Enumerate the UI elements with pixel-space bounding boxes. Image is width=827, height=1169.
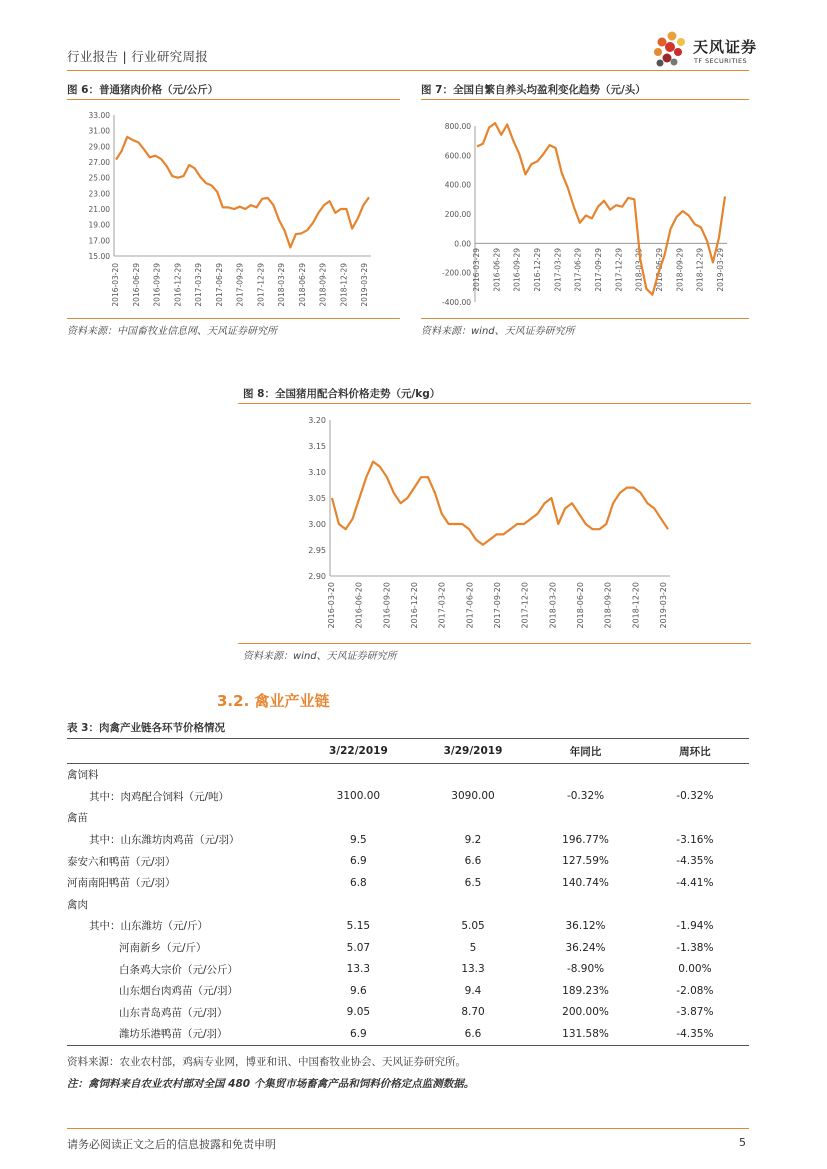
- table-row: [67, 937, 749, 959]
- table-row: [67, 915, 749, 937]
- y-tick-label: -200.00: [442, 268, 471, 278]
- row-cell: 8.70: [461, 1006, 485, 1019]
- x-tick-label: 2018-03-20: [548, 582, 558, 629]
- fig8-chart: [238, 406, 751, 642]
- row-cell: [416, 894, 531, 916]
- fig6-title-divider: [67, 99, 400, 100]
- table-row: [67, 1002, 749, 1024]
- footer-divider: [67, 1128, 749, 1129]
- row-cell: 131.58%: [530, 1023, 640, 1045]
- x-tick-label: 2019-03-20: [659, 582, 668, 629]
- row-label: 河南新乡（元/斤）: [119, 942, 207, 955]
- row-cell: 189.23%: [562, 984, 609, 997]
- row-cell: 6.9: [350, 855, 367, 868]
- table-header-wow: 周环比: [641, 739, 749, 764]
- y-tick-label: -400.00: [442, 298, 471, 307]
- x-tick-label: 2017-09-29: [594, 248, 603, 292]
- row-cell: -1.38%: [676, 941, 714, 954]
- row-cell: 5.07: [346, 941, 371, 954]
- row-cell: 140.74%: [562, 876, 609, 889]
- x-tick-label: 2019-03-29: [716, 248, 725, 292]
- row-cell: 13.3: [461, 963, 485, 976]
- y-tick-label: 2.95: [308, 546, 326, 555]
- row-cell: [641, 894, 749, 916]
- x-tick-label: 2017-12-29: [614, 248, 624, 292]
- row-label: 其中：山东潍坊（元/斤）: [89, 920, 209, 933]
- table-source: 资料来源：农业农村部，鸡病专业网，博亚和讯、中国畜牧业协会、天风证券研究所。: [67, 1056, 466, 1068]
- x-tick-label: 2016-12-20: [410, 582, 419, 629]
- table-row: [67, 872, 749, 894]
- x-tick-label: 2017-09-20: [493, 582, 502, 629]
- x-tick-label: 2017-06-29: [214, 263, 224, 307]
- row-label: 其中：山东潍坊肉鸡苗（元/羽）: [89, 834, 240, 847]
- row-cell: 36.24%: [565, 941, 606, 954]
- y-tick-label: 17.00: [88, 236, 110, 246]
- y-tick-label: 25.00: [88, 173, 110, 183]
- x-tick-label: 2018-12-20: [631, 582, 641, 629]
- y-tick-label: 3.10: [308, 468, 326, 477]
- y-tick-label: 15.00: [88, 252, 110, 261]
- x-tick-label: 2017-03-20: [437, 582, 447, 629]
- x-tick-label: 2018-12-29: [339, 263, 349, 307]
- row-label: 禽苗: [67, 812, 88, 825]
- price-table: [67, 738, 749, 1046]
- row-cell: [530, 764, 640, 786]
- x-tick-label: 2016-12-29: [533, 248, 542, 292]
- table-row: [67, 829, 749, 851]
- y-tick-label: 3.15: [308, 442, 326, 451]
- row-label: 潍坊乐港鸭苗（元/羽）: [67, 1023, 301, 1045]
- y-tick-label: 3.20: [308, 416, 326, 425]
- series-line: [332, 462, 668, 545]
- row-cell: 3100.00: [336, 790, 381, 803]
- fig6-source: 资料来源：中国畜牧业信息网、天风证券研究所: [67, 326, 277, 337]
- row-cell: -1.94%: [676, 919, 714, 932]
- fig7-title-divider: [421, 99, 749, 100]
- fig8-title: 图 8：全国猪用配合料价格走势（元/kg）: [243, 388, 441, 400]
- x-tick-label: 2016-03-20: [111, 263, 120, 307]
- table-header-date1: 3/22/2019: [301, 739, 416, 764]
- x-tick-label: 2016-09-29: [512, 248, 522, 292]
- section-title: 3.2. 禽业产业链: [217, 692, 330, 710]
- row-label: 河南南阳鸭苗（元/羽）: [67, 877, 176, 890]
- row-cell: 0.00%: [678, 963, 712, 976]
- row-cell: 6.8: [350, 876, 367, 889]
- row-label: 其中：肉鸡配合饲料（元/吨）: [89, 790, 230, 803]
- table-note: 注：禽饲料来自农业农村部对全国 480 个集贸市场畜禽产品和饲料价格定点监测数据。: [67, 1078, 475, 1090]
- row-cell: -2.08%: [676, 984, 714, 997]
- y-tick-label: 21.00: [88, 205, 110, 214]
- row-cell: 127.59%: [562, 855, 609, 868]
- x-tick-label: 2016-06-29: [492, 248, 502, 292]
- row-cell: [301, 807, 416, 829]
- x-tick-label: 2016-06-20: [354, 582, 364, 629]
- row-cell: 9.6: [350, 984, 367, 997]
- row-cell: -0.32%: [676, 790, 714, 803]
- x-tick-label: 2018-06-20: [576, 582, 585, 629]
- row-label: 泰安六和鸭苗（元/羽）: [67, 855, 176, 868]
- fig6-bottom-divider: [67, 318, 400, 319]
- logo-mark-icon: [648, 30, 692, 70]
- fig8-title-divider: [238, 403, 751, 404]
- logo-subtitle: TF SECURITIES: [694, 57, 748, 65]
- row-cell: 6.9: [301, 1023, 416, 1045]
- x-tick-label: 2016-09-20: [382, 582, 392, 629]
- row-cell: [416, 764, 531, 786]
- x-tick-label: 2018-06-29: [297, 263, 307, 307]
- row-cell: -0.32%: [566, 790, 605, 803]
- x-tick-label: 2018-09-29: [675, 248, 685, 292]
- x-tick-label: 2019-03-29: [360, 263, 369, 307]
- y-tick-label: 33.00: [88, 111, 110, 120]
- table-row: [67, 850, 749, 872]
- table-row: [67, 786, 749, 808]
- row-cell: 6.6: [416, 1023, 531, 1045]
- row-label: 山东青岛鸡苗（元/羽）: [119, 1006, 228, 1019]
- row-cell: 13.3: [346, 963, 371, 976]
- x-tick-label: 2018-09-20: [603, 582, 613, 629]
- row-cell: [530, 807, 640, 829]
- row-cell: -4.35%: [676, 855, 714, 868]
- y-tick-label: 3.00: [308, 520, 326, 529]
- row-cell: 5.15: [346, 919, 371, 932]
- row-cell: [416, 807, 531, 829]
- page-number: 5: [739, 1136, 746, 1149]
- x-tick-label: 2016-06-29: [131, 263, 141, 307]
- x-tick-label: 2018-03-29: [277, 263, 286, 307]
- fig7-bottom-divider: [421, 318, 749, 319]
- row-cell: 200.00%: [562, 1006, 609, 1019]
- table-header-yoy: 年同比: [530, 739, 640, 764]
- fig8-source: 资料来源：wind、天风证券研究所: [243, 651, 397, 662]
- y-tick-label: 600.00: [444, 151, 471, 161]
- x-tick-label: 2018-06-29: [655, 248, 664, 292]
- table-title: 表 3：肉禽产业链各环节价格情况: [67, 722, 225, 734]
- header-divider: [67, 70, 749, 71]
- table-row: [67, 958, 749, 980]
- x-tick-label: 2017-03-29: [553, 248, 563, 292]
- y-tick-label: 800.00: [444, 122, 471, 131]
- y-tick-label: 3.05: [308, 494, 326, 503]
- fig7-source: 资料来源：wind、天风证券研究所: [421, 326, 575, 337]
- row-cell: [301, 764, 416, 786]
- x-tick-label: 2016-12-29: [173, 263, 183, 307]
- fig6-chart: [67, 102, 400, 320]
- row-label: 禽饲料: [67, 769, 99, 782]
- x-tick-label: 2018-09-29: [318, 263, 328, 307]
- row-cell: 3090.00: [451, 790, 495, 803]
- series-line: [116, 137, 369, 248]
- row-cell: -3.87%: [676, 1006, 714, 1019]
- row-cell: 9.4: [464, 984, 482, 997]
- y-tick-label: 29.00: [88, 142, 110, 152]
- y-tick-label: 23.00: [88, 189, 110, 199]
- company-logo: [648, 30, 758, 70]
- table-row: [67, 1023, 749, 1045]
- y-tick-label: 200.00: [444, 210, 471, 219]
- row-cell: 9.5: [350, 833, 367, 846]
- row-cell: -4.35%: [641, 1023, 749, 1045]
- y-tick-label: 400.00: [444, 180, 471, 190]
- x-tick-label: 2017-12-29: [256, 263, 266, 307]
- row-cell: [530, 894, 640, 916]
- y-tick-label: 0.00: [454, 239, 471, 249]
- fig7-chart: [421, 102, 749, 320]
- row-cell: 6.5: [464, 876, 482, 889]
- x-tick-label: 2016-09-29: [152, 263, 162, 307]
- table-row: [67, 764, 749, 786]
- report-header: 行业报告 | 行业研究周报: [67, 49, 209, 64]
- table-header-row: [67, 739, 749, 764]
- row-label: 山东烟台肉鸡苗（元/羽）: [119, 985, 239, 998]
- row-cell: [641, 764, 749, 786]
- row-cell: 36.12%: [565, 919, 606, 932]
- x-tick-label: 2017-12-20: [520, 582, 530, 629]
- x-tick-label: 2016-03-29: [472, 248, 481, 292]
- table-header-label: [67, 739, 301, 764]
- y-tick-label: 2.90: [308, 572, 326, 581]
- x-tick-label: 2016-03-20: [327, 582, 336, 629]
- row-cell: [301, 894, 416, 916]
- table-row: [67, 894, 749, 916]
- table-row: [67, 807, 749, 829]
- fig7-title: 图 7：全国自繁自养头均盈利变化趋势（元/头）: [421, 84, 646, 96]
- row-cell: 5.05: [461, 919, 485, 932]
- row-cell: [641, 807, 749, 829]
- table-header-date2: 3/29/2019: [416, 739, 531, 764]
- row-cell: 9.2: [464, 833, 482, 846]
- row-label: 禽肉: [67, 898, 88, 911]
- row-cell: 5: [469, 941, 477, 954]
- row-cell: -8.90%: [566, 963, 605, 976]
- row-label: 白条鸡大宗价（元/公斤）: [119, 963, 239, 976]
- x-tick-label: 2017-03-29: [194, 263, 203, 307]
- x-tick-label: 2018-03-29: [634, 248, 644, 292]
- y-tick-label: 19.00: [88, 220, 110, 230]
- x-tick-label: 2017-06-20: [465, 582, 475, 629]
- row-cell: 9.05: [346, 1006, 371, 1019]
- y-tick-label: 31.00: [88, 126, 110, 136]
- row-cell: -3.16%: [676, 833, 714, 846]
- x-tick-label: 2018-12-29: [695, 248, 705, 292]
- x-tick-label: 2017-09-29: [235, 263, 245, 307]
- x-tick-label: 2017-06-29: [573, 248, 583, 292]
- footer-disclaimer: 请务必阅读正文之后的信息披露和免责申明: [67, 1138, 276, 1151]
- table-row: [67, 980, 749, 1002]
- fig6-title: 图 6：普通猪肉价格（元/公斤）: [67, 84, 219, 96]
- fig8-bottom-divider: [238, 643, 751, 644]
- logo-name: 天风证券: [693, 38, 758, 56]
- row-cell: 6.6: [464, 855, 482, 868]
- row-cell: 196.77%: [562, 833, 609, 846]
- y-tick-label: 27.00: [88, 158, 110, 167]
- row-cell: -4.41%: [676, 876, 714, 889]
